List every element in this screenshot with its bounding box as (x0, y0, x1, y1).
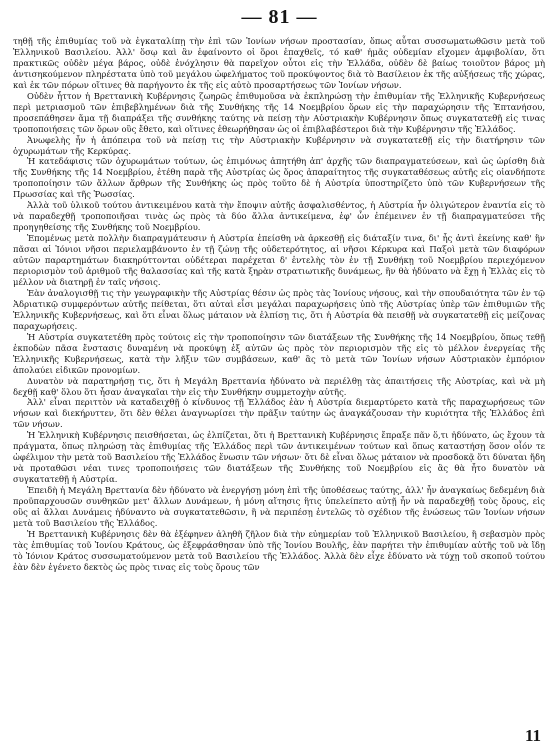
paragraph: τηθῇ τῆς ἐπιθυμίας τοῦ νὰ ἐγκαταλίπῃ τὴν ἐπὶ τῶν Ἰονίων νήσων προστασίαν, ὅπως αὗται συσσωματωθῶσιν μετὰ τοῦ Ἑλληνικοῦ Βασιλείου. Ἀλλ' ὅσῳ καὶ ἂν ἐφαίνοντο οἱ ὅροι ἐπαχθεῖς, τό καθ' ἡμᾶς οὐδεμίαν εἴχομεν ἀμφιβολίαν, ὅτι πρακτικῶς οὐδὲν μέγα βάρος, οὐδὲ ἐνόχλησιν θὰ παρεῖχον οὗτοι εἰς τὴν Ἑλλάδα, οὐδὲν δὲ βαίως τοιοῦτον βάρος μὴ ἀντισηκούμενον πληρέστατα ὑπὸ τοῦ μεγάλου ὠφελήματος τοῦ προκύψοντος διὰ τὸ Βασίλειον ἐκ τῆς αὐξήσεως τῆς χώρας, καὶ ἐκ τῶν πόρων οἵτινες θὰ παρήγοντο ἐκ τῆς εἰς αὐτὸ προσαρτήσεως τῶν Ἰονίων νήσων. (13, 36, 545, 90)
paragraph: Ἐπομένως μετὰ πολλὴν διαπραγμάτευσιν ἡ Αὐστρία ἐπείσθη νὰ ἀρκεσθῇ εἰς διάταξίν τινα, δι' ἧς ἀντὶ ἐκείνης καθ' ἣν πᾶσαι αἱ Ἰόνιοι νῆσοι περιελαμβάνοντο ἐν τῇ ζώνῃ τῆς οὐδετερότητος, αἱ νῆσοι Κέρκυρα καὶ Παξοὶ μετὰ τῶν διαφόρων αὐτῶν παραρτημάτων διακηρύττονται οὐδέτεραι παρέχεται δ' ἐντελὴς τὸν ἐν τῇ Συνθήκῃ τοῦ Νοεμβρίου περιεχόμενον περιορισμὸν τοῦ ἀριθμοῦ τῆς θαλασσίας καὶ τῆς κατὰ ξηρὰν στρατιωτικῆς δυνάμεως, ἣν θὰ ἠδύνατο νὰ ἔχῃ ἡ Ἑλλὰς εἰς τὸ μέλλον νὰ διατηρῇ ἐν ταῖς νήσοις. (13, 233, 545, 287)
paragraph: Οὐδὲν ἧττον ἡ Βρεττανικὴ Κυβέρνησις ζωηρῶς ἐπιθυμοῦσα νὰ ἐκπληρώσῃ τὴν ἐπιθυμίαν τῆς Ἑλληνικῆς Κυβερνήσεως περὶ μετριασμοῦ τῶν ἐπιβεβλημένων διὰ τῆς Συνθήκης τῆς 14 Νοεμβρίου ὅρων εἰς τὴν παραχώρησιν τῆς Ἑπτανήσου, προσεπάθησεν ἅμα τῇ διαπράξει τῆς συνθήκης ταύτης νὰ πείσῃ τὴν Αὐστριακὴν Κυβέρνησιν ὅπως συγκατατεθῇ εἰς τινας τροποποιήσεις τῶν ὅρων οὓς ἔθετο, καὶ οἵτινες ἐθεωρήθησαν ὡς οἱ ἐπιβλαβέστεροι διὰ τὴν Κυβέρνησιν τῆς Ἑλλάδος. (13, 90, 545, 134)
paragraph: Ἐὰν ἀναλογισθῇ τις τὴν γεωγραφικὴν τῆς Αὐστρίας θέσιν ὡς πρὸς τὰς Ἰονίους νήσους, καὶ τὴν σπουδαιότητα τῶν ἐν τῷ Ἀδριατικῷ συμφερόντων αὐτῆς πείθεται, ὅτι αὐταὶ εἶσι μεγάλαι παραχωρήσεις ὑπὸ τῆς Αὐστρίας ὑπὲρ τῶν ἐπιθυμιῶν τῆς Ἑλληνικῆς Κυβερνήσεως, καὶ ὅτι εἶναι ὅλως μάταιον νὰ ἐλπίσῃ τις, ὅτι ἡ Αὐστρία θὰ πεισθῇ νὰ συγκατατεθῇ εἰς μείζονας παραχωρήσεις. (13, 287, 545, 331)
paragraph: Ἡ Αὐστρία συγκατετέθη πρὸς τούτοις εἰς τὴν τροποποίησιν τῶν διατάξεων τῆς Συνθήκης τῆς 14 Νοεμβρίου, ὅπως τεθῇ ἐκποδὼν πᾶσα ἔνστασις δυναμένη νὰ προκύψῃ ἐξ αὐτῶν ὡς πρὸς τὸν περιορισμὸν τῆς εἰς τὸ μέλλον ἐνεργείας τῆς Ἑλληνικῆς Κυβερνήσεως, κατὰ τὴν λῆξιν τῶν συμβάσεων, καθ' ἃς τὸ μετὰ τῶν Ἰονίων νήσων Αὐστριακὸν ἐμπόριον ἀπολαύει εἰδικῶν προνομίων. (13, 331, 545, 375)
page-number: 11 (524, 726, 541, 745)
paragraph: Ἡ Ἑλληνικὴ Κυβέρνησις πεισθήσεται, ὡς ἐλπίζεται, ὅτι ἡ Βρεττανικὴ Κυβέρνησις ἔπραξε πᾶν ὅ,τι ἠδύνατο, ὡς ἔχουν τὰ πράγματα, ὅπως πληρώσῃ τὰς ἐπιθυμίας τῆς Ἑλλάδος περὶ τῶν ἀντικειμένων τούτων καὶ ὅπως καταστήσῃ ὅσον οἷόν τε ὠφέλιμον τὴν μετὰ τοῦ Βασιλείου τῆς Ἑλλάδος ἕνωσιν τῶν νήσων· ὅτι δὲ εἶναι ὅλως μάταιον νὰ προσδοκᾷ ὅτι δύναται ἤδη νὰ προταθῶσι νέαι τινες τροποποιήσεις τῶν διατάξεων τῆς Συνθήκης τοῦ Νοεμβρίου εἰς ἃς θὰ ἦτο δυνατὸν νὰ συγκατατεθῇ ἡ Αὐστρία. (13, 430, 545, 485)
paragraph: Ἐπειδὴ ἡ Μεγάλη Βρεττανία δὲν ἠδύνατο νὰ ἐνεργήσῃ μόνη ἐπὶ τῆς ὑποθέσεως ταύτης, ἀλλ' ἦν ἀναγκαίως δεδεμένη διὰ προϋπαρχουσῶν συνθηκῶν μετ' ἄλλων Δυνάμεων, ἡ μόνη αἴτησις ἣτις ὑπελείπετο αὐτῇ ἦν νὰ παραδεχθῇ τοὺς ὅρους, εἰς οὓς αἱ ἄλλαι Δυνάμεις ἠδύναντο νὰ συγκατατεθῶσιν, ἢ νὰ περιπέσῃ ἐντελῶς τὸ σχέδιον τῆς ἑνώσεως τῶν Ἰονίων νήσων μετὰ τοῦ Βασιλείου τῆς Ἑλλάδος. (13, 485, 545, 528)
page-header: — 81 — (241, 6, 318, 28)
paragraph: Δυνατὸν νὰ παρατηρήσῃ τις, ὅτι ἡ Μεγάλη Βρεττανία ἠδύνατο νὰ περιέλθῃ τὰς ἀπαιτήσεις τῆς Αὐστρίας, καὶ νὰ μὴ δεχθῇ καθ' ὅλου ὅτι ἦσαν ἀναγκαῖαι τὴν εἰς τὴν Συνθήκην συμμετοχὴν αὐτῆς. (13, 375, 545, 397)
paragraph: Ἀλλὰ τοῦ ὑλικοῦ τούτου ἀντικειμένου κατὰ τὴν ἔποψιν αὐτῆς ἀσφαλισθέντος, ἡ Αὐστρία ἦν ὀλιγώτερον ἐναντία εἰς τὸ νὰ παραδεχθῇ τροποποιῆσαι τινὰς ὡς πρὸς τὰ δύο ἄλλα ἀντικείμενα, ἐφ' ὧν ἐπέμεινεν ἐν τῇ διαπραγματεύσει τῆς προηγηθείσης τῆς Συνθήκης τοῦ Νοεμβρίου. (13, 200, 545, 233)
paragraph: Ἡ κατεδάφισις τῶν ὀχυρωμάτων τούτων, ὡς ἐπιμόνως ἀπητήθη ἀπ' ἀρχῆς τῶν διαπραγματεύσεων, καὶ ὡς ὡρίσθη διὰ τῆς Συνθήκης τῆς 14 Νοεμβρίου, ἐτέθη παρὰ τῆς Αὐστρίας ὡς ὅρος ἀπαραίτητος τῆς συγκαταθέσεως αὐτῆς εἰς οἱανδήποτε τροποποίησιν τῶν ἄλλων ἄρθρων τῆς Συνθήκης ὡς πρὸς τοῦτο δὲ ἡ Αὐστρία ὑποστηρίζετο ὑπὸ τῶν Κυβερνήσεων τῆς Πρωσσίας καὶ τῆς Ῥωσσίας. (13, 156, 545, 200)
paragraph: Ἀλλ' εἶναι περιττὸν νὰ καταδειχθῇ ὁ κίνδυνος τῇ Ἑλλάδος ἐὰν ἡ Αὐστρία διεμαρτύρετο κατὰ τῆς παραχωρήσεως τῶν νήσων καὶ διεκήρυττεν, ὅτι δὲν θέλει ἀναγνωρίσει τὴν πρᾶξιν ταύτην ὡς ἀναγκάζουσαν τὴν κυριότητα τῆς Ἑλλάδος ἐπὶ τῶν νήσων. (13, 397, 545, 430)
paragraph: Ἡ Βρεττανικὴ Κυβέρνησις δὲν θὰ ἐξέφηνεν ἀληθῆ ζῆλον διὰ τὴν εὐημερίαν τοῦ Ἑλληνικοῦ Βασιλείου, ἢ σεβασμὸν πρὸς τὰς ἐπιθυμίας τοῦ Ἰονίου Κράτους, ὡς ἐξεφράσθησαν ὑπὸ τῆς Ἰονίου Βουλῆς, ἐὰν παρήτει τὴν ἐπιθυμίαν αὐτῆς τοῦ νὰ ἴδῃ τὸ Ἰόνιον Κράτος συσσωματούμενον μετὰ τοῦ Βασιλείου τῆς Ἑλλάδος. Ἀλλὰ δὲν εἶχε ἐδύνατο νὰ τύχῃ τοῦ σκοποῦ τούτου ἐὰν δὲν ἐγένετο δεκτὸς ὡς πρὸς τινας εἰς τοὺς ὅρους τῶν (13, 528, 545, 572)
paragraph: Ἀνωφελὴς ἦν ἡ ἀπόπειρα τοῦ νὰ πείσῃ τις τὴν Αὐστριακὴν Κυβέρνησιν νὰ συγκατατεθῇ εἰς τὴν διατήρησιν τῶν ὀχυρωμάτων τῆς Κερκύρας. (13, 134, 545, 156)
body-text (13, 36, 545, 573)
